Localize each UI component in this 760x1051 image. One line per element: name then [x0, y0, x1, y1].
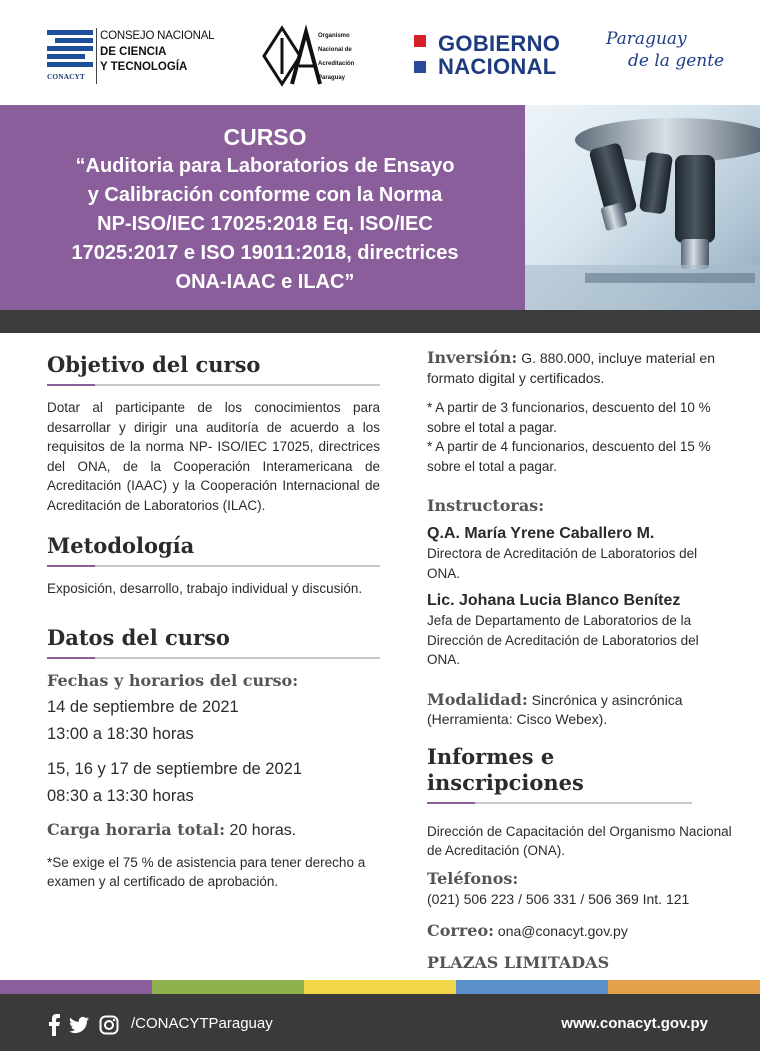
modalidad-label: Modalidad:	[427, 689, 528, 709]
section-rule	[427, 802, 692, 804]
ona-name	[318, 29, 354, 85]
ona-mark-icon	[262, 24, 322, 88]
carga-horaria	[47, 820, 380, 841]
ona-line1: Organismo	[318, 33, 350, 39]
color-bar	[304, 980, 456, 994]
instructora-2-name: Lic. Johana Lucia Blanco Benítez	[427, 592, 681, 609]
inversion-value: G. 880.000, incluye material en formato digital y certificados.	[427, 350, 715, 386]
fechas-label: Fechas y horarios del curso:	[47, 670, 299, 690]
instructora-1-name: Q.A. María Yrene Caballero M.	[427, 525, 655, 542]
paraguay-de-la-gente-logo	[606, 28, 736, 82]
instructoras-label: Instructoras:	[427, 496, 545, 515]
asistencia-nota: *Se exige el 75 % de asistencia para tener derecho a examen y al certificado de aprobación.	[47, 854, 366, 889]
course-banner	[0, 105, 760, 310]
correo	[427, 921, 747, 941]
website-link[interactable]: www.conacyt.gov.py	[561, 1015, 708, 1032]
inversion	[427, 348, 747, 388]
slogan-line2: de la gente	[628, 51, 725, 71]
gobierno-line1: GOBIERNO	[438, 31, 561, 56]
microscope-photo	[525, 105, 760, 310]
right-column	[427, 348, 747, 973]
inversion-label: Inversión:	[427, 348, 518, 367]
course-title-line: ONA-IAAC e ILAC”	[175, 271, 355, 293]
conacyt-line3: Y TECNOLOGÍA	[100, 61, 188, 73]
course-title-line: 17025:2017 e ISO 19011:2018, directrices	[71, 242, 459, 264]
course-title-line: y Calibración conforme con la Norma	[87, 184, 443, 206]
modalidad	[427, 690, 727, 730]
blue-square-icon	[414, 61, 426, 73]
correo-value: ona@conacyt.gov.py	[494, 922, 628, 939]
conacyt-name	[100, 29, 214, 76]
social-handle[interactable]: /CONACYTParaguay	[131, 1015, 273, 1032]
ona-line4: Paraguay	[318, 75, 346, 81]
instructora-2-role: Jefa de Departamento de Laboratorios de la Dirección de Acreditación de Laboratorios del ONA.	[427, 613, 699, 667]
telefonos-value: (021) 506 223 / 506 331 / 506 369 Int. 121	[427, 890, 690, 907]
conacyt-line1: CONSEJO NACIONAL	[100, 30, 215, 42]
banner-divider-strip	[0, 310, 760, 333]
slogan-line1: Paraguay	[606, 29, 687, 49]
ona-line2: Nacional de	[318, 47, 352, 53]
hora-1: 13:00 a 18:30 horas	[47, 724, 194, 743]
color-bar	[152, 980, 304, 994]
color-bars	[0, 980, 760, 994]
gobierno-nacional-logo	[414, 31, 584, 80]
course-title-line: NP-ISO/IEC 17025:2018 Eq. ISO/IEC	[97, 213, 433, 235]
color-bar	[608, 980, 760, 994]
section-rule	[47, 565, 380, 567]
instructora-1-role: Directora de Acreditación de Laboratorios del ONA.	[427, 546, 698, 581]
banner-title-panel	[0, 105, 525, 310]
section-rule	[47, 657, 380, 659]
curso-label: CURSO	[223, 124, 307, 150]
course-title	[20, 123, 510, 296]
correo-label: Correo:	[427, 920, 495, 940]
descuento-4: * A partir de 4 funcionarios, descuento del 15 % sobre el total a pagar.	[427, 439, 711, 474]
gobierno-line2: NACIONAL	[438, 54, 557, 79]
fecha-2: 15, 16 y 17 de septiembre de 2021	[47, 759, 303, 778]
fecha-1: 14 de septiembre de 2021	[47, 697, 239, 716]
telefonos-label: Teléfonos:	[427, 868, 519, 888]
objetivo-text: Dotar al participante de los conocimientos para desarrollar y dirigir una auditoría de acuerdo a los requisitos de la norma NP- ISO/IEC 17025, directrices del ONA, de la Cooperación Interamericana de Acreditación (IAAC) y la Cooperación Internacional de Acreditación de Laboratorios (ILAC).	[47, 400, 380, 513]
conacyt-line2: DE CIENCIA	[100, 45, 167, 58]
conacyt-abbr: CONACYT	[47, 72, 85, 81]
twitter-icon[interactable]	[69, 1014, 91, 1036]
section-rule	[47, 384, 380, 386]
header-logos	[0, 0, 760, 105]
descuento-3: * A partir de 3 funcionarios, descuento del 10 % sobre el total a pagar.	[427, 400, 711, 435]
footer	[0, 994, 760, 1051]
carga-label: Carga horaria total:	[47, 819, 226, 839]
left-column	[47, 352, 380, 892]
carga-value: 20 horas.	[225, 821, 297, 839]
facebook-icon[interactable]	[47, 1014, 69, 1036]
metodologia-heading: Metodología	[47, 533, 195, 558]
red-square-icon	[414, 35, 426, 47]
course-title-line: “Auditoria para Laboratorios de Ensayo	[75, 155, 455, 177]
conacyt-divider	[96, 28, 97, 84]
ona-line3: Acreditación	[318, 61, 355, 67]
informes-heading: Informes e inscripciones	[427, 743, 584, 795]
datos-heading: Datos del curso	[47, 624, 230, 650]
objetivo-heading: Objetivo del curso	[47, 352, 261, 377]
metodologia-text: Exposición, desarrollo, trabajo individual y discusión.	[47, 581, 363, 596]
ona-logo	[262, 24, 382, 88]
informes-direccion: Dirección de Capacitación del Organismo Nacional de Acreditación (ONA).	[427, 823, 732, 858]
plazas-limitadas: PLAZAS LIMITADAS	[427, 952, 610, 972]
microscope-icon	[525, 105, 760, 310]
modalidad-value: Sincrónica y asincrónica (Herramienta: Cisco Webex).	[427, 691, 683, 727]
conacyt-logo	[47, 28, 237, 84]
instagram-icon[interactable]	[99, 1014, 121, 1036]
color-bar	[456, 980, 608, 994]
color-bar	[0, 980, 152, 994]
hora-2: 08:30 a 13:30 horas	[47, 786, 194, 805]
conacyt-mark-icon	[47, 30, 93, 74]
